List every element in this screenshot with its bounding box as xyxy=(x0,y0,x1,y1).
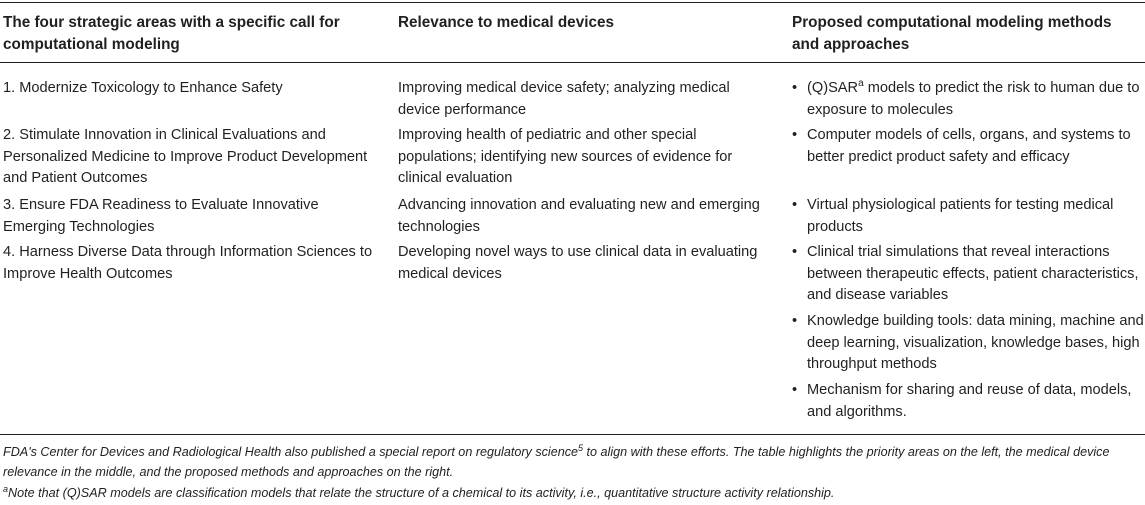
table-top-rule xyxy=(0,2,1145,3)
relevance-item: Developing novel ways to use clinical data in evaluating medical devices xyxy=(398,244,758,282)
table-footnote xyxy=(3,443,1143,482)
area-item: 1. Modernize Toxicology to Enhance Safety xyxy=(3,80,283,96)
header-rule xyxy=(0,62,1145,63)
method-item xyxy=(792,78,1144,121)
method-text: models to predict the risk to human due to exposure to molecules xyxy=(807,80,1140,118)
relevance-item: Improving health of pediatric and other special populations; identifying new sources of evidence for clinical evaluation xyxy=(398,127,733,186)
relevance-item: Improving medical device safety; analyzing medical device performance xyxy=(398,80,730,118)
footnote-text: to align with these efforts. The table highlights the priority areas on the left, the medical device relevance in the middle, and the proposed methods and approaches on the right. xyxy=(3,445,1110,479)
area-item: 2. Stimulate Innovation in Clinical Evaluations and Personalized Medicine to Improve Product Development and Patient Outcomes xyxy=(3,127,368,186)
footnote-text: FDA's Center for Devices and Radiological Health also published a special report on regulatory science xyxy=(3,445,579,459)
header-methods: Proposed computational modeling methods and approaches xyxy=(792,14,1112,53)
footnote-marker: a xyxy=(3,483,9,494)
header-relevance: Relevance to medical devices xyxy=(398,14,614,31)
reference-marker: 5 xyxy=(578,442,584,453)
method-item: • Computer models of cells, organs, and systems to better predict product safety and efficacy xyxy=(792,125,1144,168)
relevance-item: Advancing innovation and evaluating new and emerging technologies xyxy=(398,197,760,235)
footnote-a xyxy=(3,484,1143,504)
area-item: 4. Harness Diverse Data through Information Sciences to Improve Health Outcomes xyxy=(3,244,373,282)
method-item: • Virtual physiological patients for testing medical products xyxy=(792,195,1144,238)
method-item: • Knowledge building tools: data mining, machine and deep learning, visualization, knowledge bases, high throughput methods xyxy=(792,311,1144,376)
table-bottom-rule xyxy=(0,434,1145,435)
footnote-marker: a xyxy=(858,78,864,90)
footnote-text: Note that (Q)SAR models are classification models that relate the structure of a chemical to its activity, i.e., quantitative structure activity relationship. xyxy=(8,486,835,500)
header-strategic-areas: The four strategic areas with a specific call for computational modeling xyxy=(3,14,340,53)
method-item: • Mechanism for sharing and reuse of data, models, and algorithms. xyxy=(792,380,1144,423)
area-item: 3. Ensure FDA Readiness to Evaluate Innovative Emerging Technologies xyxy=(3,197,319,235)
qsar-label: (Q)SAR xyxy=(807,80,859,96)
method-item: • Clinical trial simulations that reveal interactions between therapeutic effects, patient characteristics, and disease variables xyxy=(792,242,1144,307)
